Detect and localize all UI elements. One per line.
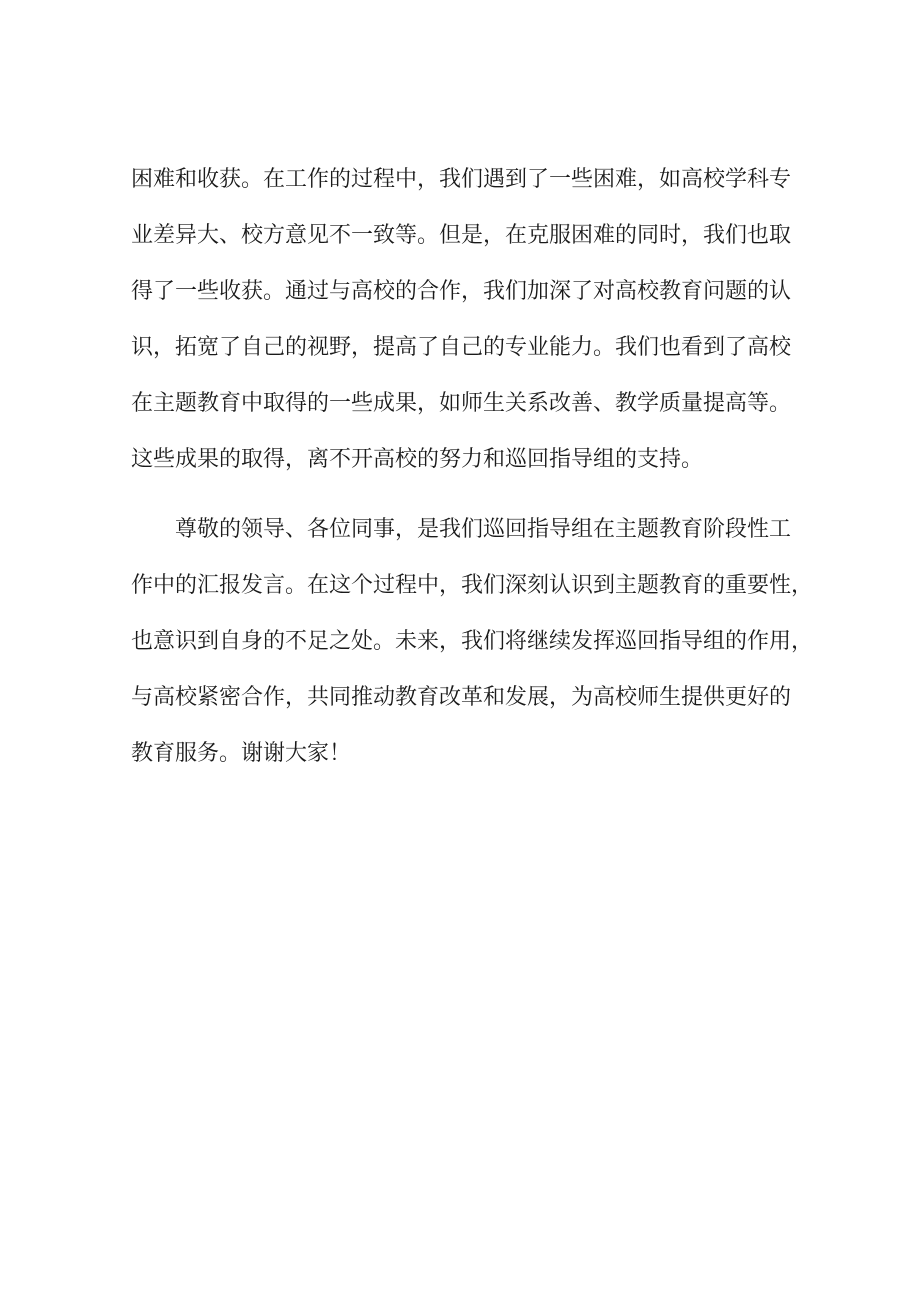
paragraph-2 bbox=[131, 507, 814, 787]
paragraph-1 bbox=[131, 157, 791, 493]
paragraph-spacer bbox=[131, 493, 791, 507]
paragraph-2-line: 作中的汇报发言。在这个过程中，我们深刻认识到主题教育的重要性， bbox=[131, 573, 814, 598]
paragraph-2-line: 尊敬的领导、各位同事，是我们巡回指导组在主题教育阶段性工 bbox=[175, 517, 792, 542]
paragraph-1-line: 得了一些收获。通过与高校的合作，我们加深了对高校教育问题的认 bbox=[131, 279, 792, 304]
paragraph-1-line: 困难和收获。在工作的过程中，我们遇到了一些困难，如高校学科专 bbox=[131, 167, 792, 192]
paragraph-2-line: 也意识到自身的不足之处。未来，我们将继续发挥巡回指导组的作用， bbox=[131, 629, 814, 654]
paragraph-2-line: 与高校紧密合作，共同推动教育改革和发展，为高校师生提供更好的 bbox=[131, 685, 792, 710]
paragraph-1-line: 这些成果的取得，离不开高校的努力和巡回指导组的支持。 bbox=[131, 447, 704, 472]
paragraph-2-line: 教育服务。谢谢大家！ bbox=[131, 741, 352, 766]
paragraph-1-line: 识，拓宽了自己的视野，提高了自己的专业能力。我们也看到了高校 bbox=[131, 335, 792, 360]
paragraph-1-line: 在主题教育中取得的一些成果，如师生关系改善、教学质量提高等。 bbox=[131, 391, 792, 416]
document-body bbox=[131, 157, 814, 787]
paragraph-1-line: 业差异大、校方意见不一致等。但是，在克服困难的同时，我们也取 bbox=[131, 223, 792, 248]
